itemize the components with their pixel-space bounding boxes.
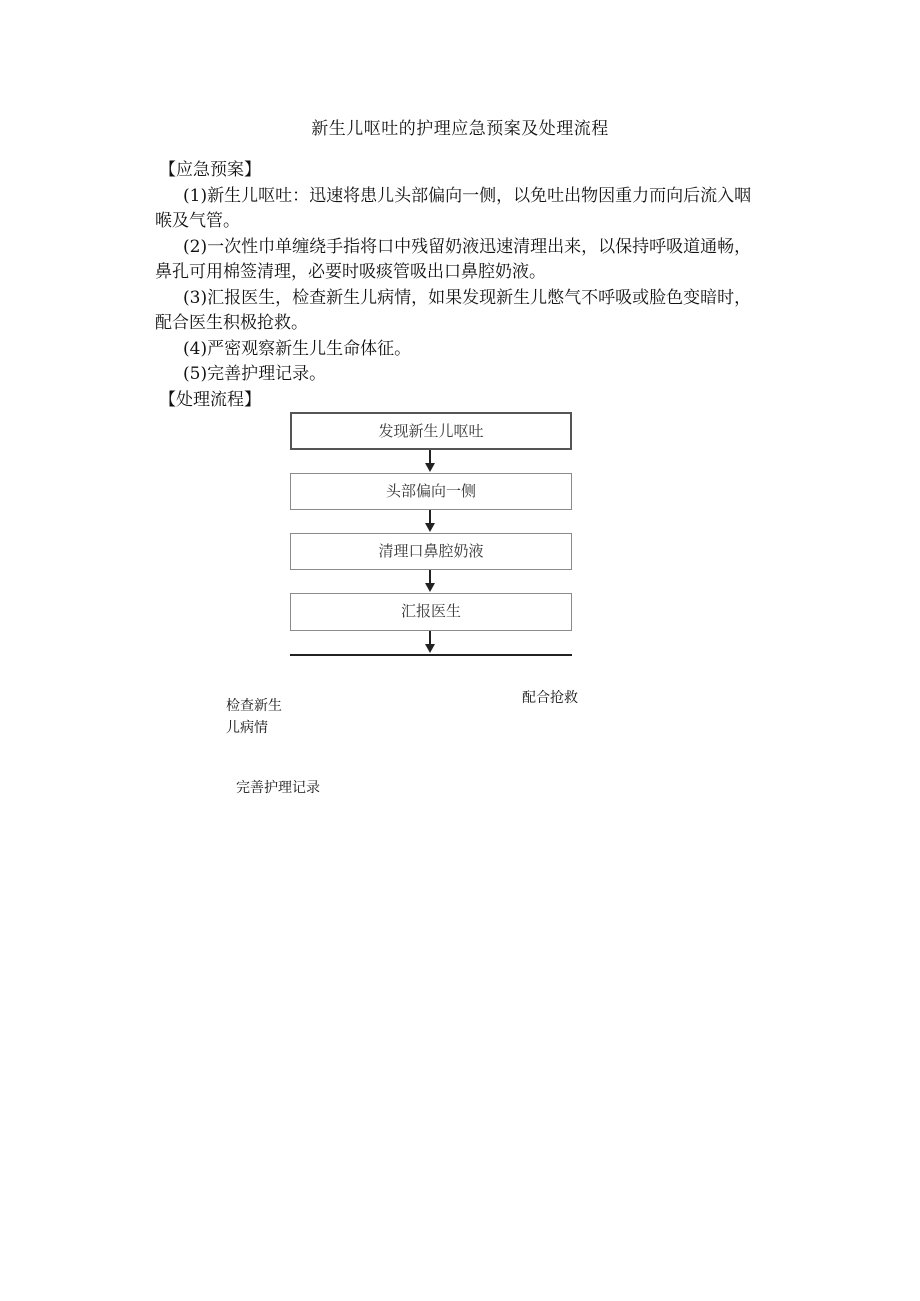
- flow-final-nursing-record: 完善护理记录: [236, 780, 320, 796]
- plan-item-1: (1)新生儿呕吐：迅速将患儿头部偏向一侧，以免吐出物因重力而向后流入咽喉及气管。: [155, 185, 752, 231]
- flow-arrow-head-1: [425, 463, 435, 472]
- flow-branch-line: [290, 654, 572, 656]
- process-flow-heading: 【处理流程】: [159, 389, 261, 410]
- flow-branch-assist-rescue: 配合抢救: [522, 690, 578, 706]
- emergency-plan-heading: 【应急预案】: [159, 160, 261, 180]
- flow-step-report-doctor: 汇报医生: [290, 593, 572, 631]
- document-title: 新生儿呕吐的护理应急预案及处理流程: [311, 119, 609, 139]
- plan-item-4: (4)严密观察新生儿生命体征。: [183, 338, 412, 359]
- plan-item-3: (3)汇报医生，检查新生儿病情，如果发现新生儿憋气不呼吸或脸色变暗时，配合医生积极抢救。: [155, 287, 752, 333]
- flow-step-clear-airway: 清理口鼻腔奶液: [290, 533, 572, 570]
- flow-branch-check-condition: 检查新生儿病情: [226, 698, 282, 736]
- flow-arrow-line-2: [429, 510, 431, 524]
- flow-arrow-line-1: [429, 450, 431, 464]
- plan-item-2: (2)一次性巾单缠绕手指将口中残留奶液迅速清理出来，以保持呼吸道通畅，鼻孔可用棉签清理，必要时吸痰管吸出口鼻腔奶液。: [155, 236, 752, 282]
- flow-arrow-line-4: [429, 631, 431, 645]
- flow-step-discover-vomiting: 发现新生儿呕吐: [290, 412, 572, 450]
- plan-item-5: (5)完善护理记录。: [183, 364, 327, 384]
- document-body: [155, 158, 767, 413]
- flow-arrow-head-2: [425, 523, 435, 532]
- flow-arrow-head-4: [425, 644, 435, 653]
- flow-step-head-tilt: 头部偏向一侧: [290, 473, 572, 510]
- flow-arrow-line-3: [429, 570, 431, 584]
- flow-arrow-head-3: [425, 583, 435, 592]
